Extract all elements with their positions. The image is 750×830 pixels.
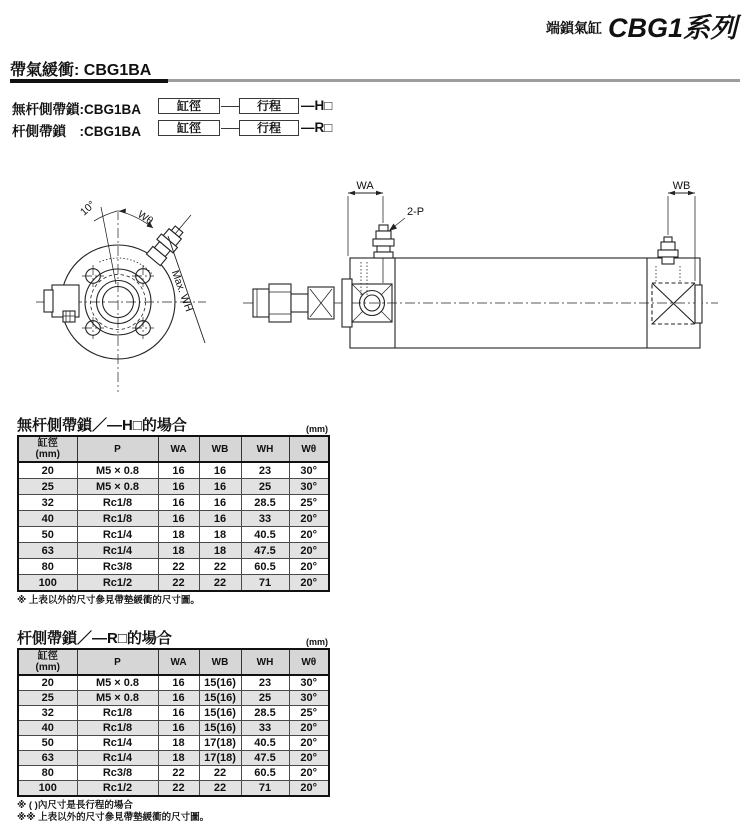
table-header-cell: Wθ — [289, 436, 329, 462]
table-cell: Rc1/8 — [77, 721, 158, 736]
table-row — [18, 462, 329, 479]
bore-size-box: 缸徑 — [158, 120, 220, 136]
cylinder-category-label: 端鎖氣缸 — [545, 20, 602, 36]
table-cell: Rc3/8 — [77, 766, 158, 781]
table-cell: 16 — [158, 495, 199, 511]
lock-housing — [44, 285, 79, 322]
table-cell: 15(16) — [199, 706, 241, 721]
stroke-box: 行程 — [239, 120, 299, 136]
port-callout — [389, 206, 424, 231]
table-cell: 40.5 — [241, 736, 289, 751]
port-label: 2-P — [407, 206, 425, 218]
table-row — [18, 721, 329, 736]
table-cell: 20 — [18, 675, 77, 691]
table-header-cell: WA — [158, 649, 199, 675]
table-cell: 71 — [241, 575, 289, 592]
table-cell: 32 — [18, 706, 77, 721]
table-cell: 15(16) — [199, 675, 241, 691]
table-row — [18, 495, 329, 511]
table-cell: M5 × 0.8 — [77, 479, 158, 495]
dimension-table-head-lock — [17, 435, 330, 592]
table-header-cell: WH — [241, 649, 289, 675]
technical-drawing — [0, 168, 750, 405]
table-cell: 22 — [199, 766, 241, 781]
table-row — [18, 675, 329, 691]
table-cell: 25 — [241, 691, 289, 706]
table-cell: 18 — [158, 527, 199, 543]
cushion-valve-tilted — [145, 222, 187, 266]
table-cell: 20° — [289, 781, 329, 797]
table-header-cell: WH — [241, 436, 289, 462]
table-cell: 18 — [158, 736, 199, 751]
table-cell: M5 × 0.8 — [77, 462, 158, 479]
table-title-row — [17, 627, 328, 648]
cushion-valve-cap-side — [658, 237, 678, 264]
table-cell: 47.5 — [241, 751, 289, 766]
table-header-cell: WB — [199, 649, 241, 675]
table-cell: 23 — [241, 675, 289, 691]
table-cell: 17(18) — [199, 736, 241, 751]
table-header-cell: 缸徑 (mm) — [18, 436, 77, 462]
table-cell: Rc1/8 — [77, 706, 158, 721]
table-row — [18, 527, 329, 543]
table-cell: 17(18) — [199, 751, 241, 766]
table-cell: 80 — [18, 766, 77, 781]
table-unit: (mm) — [306, 424, 328, 434]
table-cell: 20° — [289, 527, 329, 543]
table-cell: 20° — [289, 575, 329, 592]
table-row — [18, 479, 329, 495]
end-lock-cap — [652, 283, 702, 324]
wa-label: WA — [356, 180, 374, 192]
table-cell: M5 × 0.8 — [77, 691, 158, 706]
table-header-row — [18, 649, 329, 675]
table-cell: 60.5 — [241, 559, 289, 575]
table-cell: 25 — [18, 479, 77, 495]
table-cell: 15(16) — [199, 691, 241, 706]
section-title: 帶氣緩衝: CBG1BA — [10, 62, 152, 79]
table-header-cell: Wθ — [289, 649, 329, 675]
connector-line — [221, 106, 239, 107]
table-cell: Rc1/8 — [77, 495, 158, 511]
table-row — [18, 511, 329, 527]
table-cell: 16 — [158, 675, 199, 691]
table-cell: 100 — [18, 781, 77, 797]
table-cell: Rc1/4 — [77, 736, 158, 751]
table-cell: Rc1/2 — [77, 575, 158, 592]
table-cell: 71 — [241, 781, 289, 797]
table-title: 杆側帶鎖／—R□的場合 — [17, 630, 172, 647]
order-code-row-rod-lock — [0, 120, 750, 137]
table-cell: Rc1/4 — [77, 527, 158, 543]
table-cell: 22 — [199, 559, 241, 575]
side-view-drawing — [243, 180, 718, 348]
table-header-cell: P — [77, 649, 158, 675]
table-cell: 16 — [199, 462, 241, 479]
table-header-cell: WA — [158, 436, 199, 462]
table-unit: (mm) — [306, 637, 328, 647]
table-row — [18, 781, 329, 797]
front-view-drawing — [36, 199, 206, 392]
table-section-rod-lock — [17, 627, 328, 824]
stroke-box: 行程 — [239, 98, 299, 114]
rule-black-segment — [10, 79, 168, 83]
table-footnote: ※ 上表以外的尺寸參見帶墊緩衝的尺寸圖。 — [17, 595, 200, 606]
table-cell: 16 — [158, 511, 199, 527]
table-cell: 33 — [241, 721, 289, 736]
table-cell: Rc1/4 — [77, 543, 158, 559]
table-cell: 30° — [289, 691, 329, 706]
order-row-label: 杆側帶鎖 :CBG1BA — [12, 124, 142, 139]
table-cell: 16 — [199, 479, 241, 495]
table-cell: 60.5 — [241, 766, 289, 781]
table-cell: 25 — [18, 691, 77, 706]
order-suffix: —H□ — [301, 98, 333, 113]
table-footnote: ※ ( )內尺寸是長行程的場合 — [17, 800, 133, 811]
table-section-head-lock — [17, 414, 328, 607]
table-cell: 16 — [158, 721, 199, 736]
table-cell: 22 — [158, 559, 199, 575]
max-wh-label: Max. WH — [168, 268, 195, 314]
table-footnote: ※※ 上表以外的尺寸參見帶墊緩衝的尺寸圖。 — [17, 811, 210, 823]
table-cell: 18 — [158, 543, 199, 559]
connector-line — [221, 128, 239, 129]
table-row — [18, 706, 329, 721]
table-cell: 80 — [18, 559, 77, 575]
table-cell: 16 — [199, 495, 241, 511]
table-title-row — [17, 414, 328, 435]
table-row — [18, 559, 329, 575]
table-cell: 16 — [199, 511, 241, 527]
table-cell: M5 × 0.8 — [77, 675, 158, 691]
table-row — [18, 543, 329, 559]
table-cell: 20 — [18, 462, 77, 479]
table-cell: 50 — [18, 527, 77, 543]
table-cell: 30° — [289, 675, 329, 691]
table-row — [18, 736, 329, 751]
rule-gray-segment — [168, 79, 740, 82]
table-row — [18, 751, 329, 766]
table-cell: 30° — [289, 479, 329, 495]
table-cell: 25° — [289, 495, 329, 511]
table-cell: 50 — [18, 736, 77, 751]
table-cell: Rc1/2 — [77, 781, 158, 797]
table-cell: 18 — [158, 751, 199, 766]
dimension-table-rod-lock — [17, 648, 330, 797]
table-cell: 22 — [158, 781, 199, 797]
table-cell: 16 — [158, 479, 199, 495]
table-cell: Rc1/4 — [77, 751, 158, 766]
order-code-row-head-lock — [0, 98, 750, 115]
table-cell: 100 — [18, 575, 77, 592]
table-cell: 40 — [18, 511, 77, 527]
table-cell: Rc3/8 — [77, 559, 158, 575]
table-cell: 15(16) — [199, 721, 241, 736]
table-footnotes — [17, 595, 328, 607]
wb-label: WB — [672, 180, 691, 192]
order-suffix: —R□ — [301, 120, 333, 135]
table-cell: 22 — [158, 766, 199, 781]
table-cell: 63 — [18, 751, 77, 766]
table-cell: 23 — [241, 462, 289, 479]
table-row — [18, 575, 329, 592]
table-cell: 18 — [199, 527, 241, 543]
table-cell: 32 — [18, 495, 77, 511]
table-cell: 16 — [158, 691, 199, 706]
series-name: CBG1系列 — [607, 13, 737, 43]
table-cell: 40 — [18, 721, 77, 736]
table-cell: 22 — [199, 781, 241, 797]
table-row — [18, 691, 329, 706]
table-cell: 63 — [18, 543, 77, 559]
order-row-label: 無杆側帶鎖:CBG1BA — [12, 102, 142, 117]
table-header-cell: P — [77, 436, 158, 462]
table-cell: 20° — [289, 751, 329, 766]
angle-10-label: 10° — [77, 198, 98, 219]
table-cell: 40.5 — [241, 527, 289, 543]
table-cell: 18 — [199, 543, 241, 559]
table-cell: 22 — [158, 575, 199, 592]
section-rule — [10, 79, 740, 83]
table-footnotes — [17, 800, 328, 824]
w-theta-label: Wθ — [135, 208, 156, 228]
table-header-cell: 缸徑 (mm) — [18, 649, 77, 675]
table-header-cell: WB — [199, 436, 241, 462]
table-cell: 20° — [289, 736, 329, 751]
table-cell: Rc1/8 — [77, 511, 158, 527]
table-cell: 20° — [289, 766, 329, 781]
table-cell: 16 — [158, 462, 199, 479]
table-header-row — [18, 436, 329, 462]
table-title: 無杆側帶鎖／—H□的場合 — [17, 417, 187, 434]
table-cell: 25° — [289, 706, 329, 721]
bore-size-box: 缸徑 — [158, 98, 220, 114]
table-cell: 47.5 — [241, 543, 289, 559]
table-cell: 28.5 — [241, 495, 289, 511]
dimension-wb — [668, 180, 695, 281]
table-row — [18, 766, 329, 781]
table-cell: 22 — [199, 575, 241, 592]
table-cell: 30° — [289, 462, 329, 479]
table-cell: 20° — [289, 721, 329, 736]
table-cell: 16 — [158, 706, 199, 721]
table-cell: 25 — [241, 479, 289, 495]
table-cell: 33 — [241, 511, 289, 527]
table-cell: 20° — [289, 543, 329, 559]
table-cell: 20° — [289, 511, 329, 527]
page-header — [546, 6, 737, 45]
table-cell: 20° — [289, 559, 329, 575]
table-cell: 28.5 — [241, 706, 289, 721]
